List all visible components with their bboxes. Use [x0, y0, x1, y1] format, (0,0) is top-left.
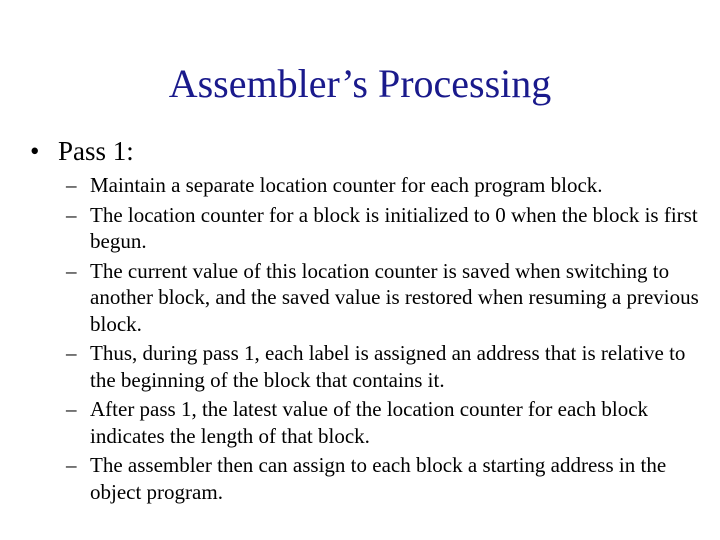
dash-icon: – — [66, 453, 77, 477]
sub-bullet-list — [66, 172, 716, 508]
sub-bullet-item — [66, 258, 716, 338]
sub-bullet-text: After pass 1, the latest value of the location counter for each block indicates the length of that block. — [90, 397, 649, 448]
sub-bullet-text: Maintain a separate location counter for each program block. — [90, 173, 603, 197]
sub-bullet-text: Thus, during pass 1, each label is assigned an address that is relative to the beginning of the block that contains it. — [90, 341, 686, 392]
sub-bullet-item — [66, 202, 716, 255]
sub-bullet-item — [66, 452, 716, 505]
bullet-text: Pass 1: — [58, 136, 134, 166]
dash-icon: – — [66, 173, 77, 197]
sub-bullet-text: The assembler then can assign to each block a starting address in the object program. — [90, 453, 667, 504]
bullet-pass-1 — [30, 134, 134, 168]
slide-title: Assembler’s Processing — [168, 61, 552, 106]
sub-bullet-text: The location counter for a block is initialized to 0 when the block is first begun. — [90, 202, 698, 253]
dash-icon: – — [66, 202, 77, 227]
dash-icon: – — [66, 397, 77, 421]
bullet-icon: • — [30, 136, 40, 166]
sub-bullet-item — [66, 396, 716, 449]
sub-bullet-text: The current value of this location counter is saved when switching to another block, and the saved value is restored when resuming a previous block. — [90, 258, 699, 336]
sub-bullet-item — [66, 340, 716, 393]
sub-bullet-item — [66, 172, 716, 199]
dash-icon: – — [66, 258, 77, 283]
dash-icon: – — [66, 341, 77, 365]
